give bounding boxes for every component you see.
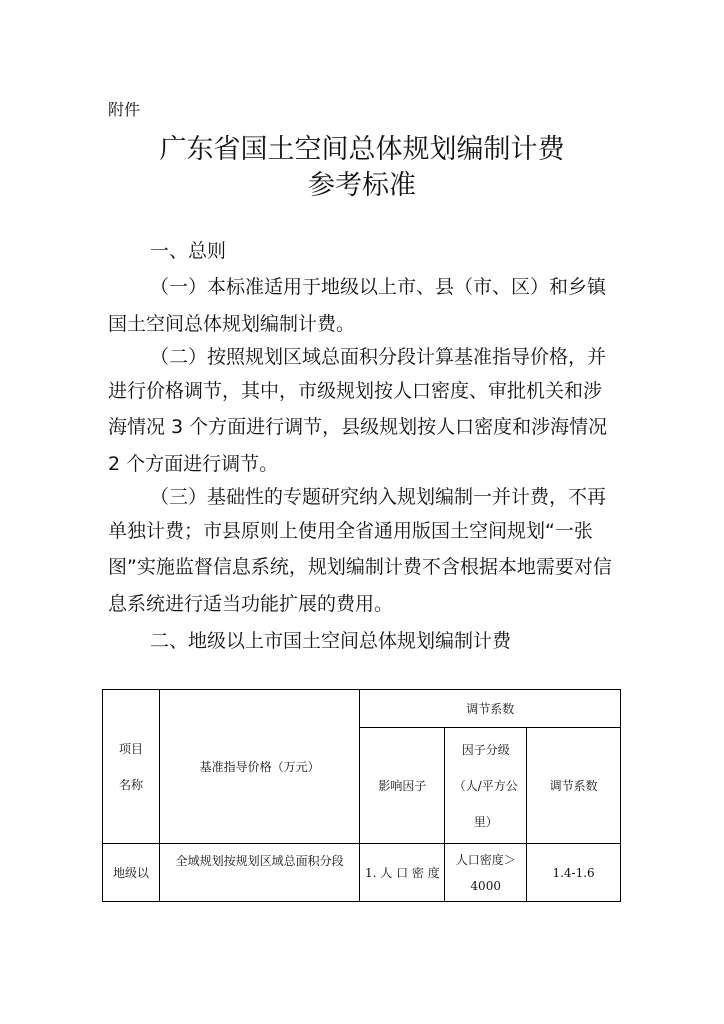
attachment-label: 附件 — [108, 100, 141, 119]
cell-level — [445, 844, 527, 902]
paragraph-line: （三）基础性的专题研究纳入规划编制一并计费，不再 — [150, 486, 607, 508]
cell-base: 全域规划按规划区域总面积分段 — [159, 844, 360, 902]
paragraph-line: 国土空间总体规划编制计费。 — [108, 313, 356, 335]
header-factor-level — [445, 728, 527, 844]
paragraph-line: 单独计费；市县原则上使用全省通用版国土空间规划“一张 — [108, 520, 593, 542]
cell-item: 地级以 — [103, 844, 160, 902]
paragraph-line: 进行价格调节，其中，市级规划按人口密度、审批机关和涉 — [108, 380, 603, 402]
table-row — [103, 844, 621, 902]
header-adjust-coef: 调节系数 — [527, 728, 621, 844]
section-heading-city: 二、地级以上市国土空间总体规划编制计费 — [150, 630, 512, 652]
header-base-price: 基准指导价格（万元） — [159, 690, 360, 844]
header-factor-level-line3: 里） — [473, 814, 498, 829]
paragraph-line: 图”实施监督信息系统，规划编制计费不含根据本地需要对信 — [108, 556, 612, 578]
document-title: 广东省国土空间总体规划编制计费 — [159, 134, 565, 165]
table-header-row — [103, 690, 621, 728]
paragraph-line: （一）本标准适用于地级以上市、县（市、区）和乡镇 — [150, 276, 607, 298]
cell-level-line1: 人口密度＞ — [455, 852, 516, 867]
paragraph-line: 2 个方面进行调节。 — [108, 453, 279, 475]
document-subtitle: 参考标准 — [308, 170, 416, 201]
paragraph-line: 息系统进行适当功能扩展的费用。 — [108, 593, 394, 615]
fee-table — [102, 689, 621, 902]
section-heading-general: 一、总则 — [150, 240, 227, 262]
cell-coef: 1.4-1.6 — [527, 844, 621, 902]
header-item-name-line2: 名称 — [118, 777, 143, 792]
paragraph-line: 海情况 3 个方面进行调节，县级规划按人口密度和涉海情况 — [108, 416, 608, 438]
paragraph-line: （二）按照规划区域总面积分段计算基准指导价格，并 — [150, 346, 607, 368]
header-item-name-line1: 项目 — [118, 741, 143, 756]
header-item-name — [103, 690, 160, 844]
header-factor: 影响因子 — [360, 728, 445, 844]
cell-factor: 1. 人 口 密 度 — [360, 844, 445, 902]
header-adjust: 调节系数 — [360, 690, 621, 728]
header-factor-level-line2: （人/平方公 — [453, 778, 518, 793]
cell-level-line2: 4000 — [470, 878, 501, 893]
header-factor-level-line1: 因子分级 — [461, 742, 510, 757]
